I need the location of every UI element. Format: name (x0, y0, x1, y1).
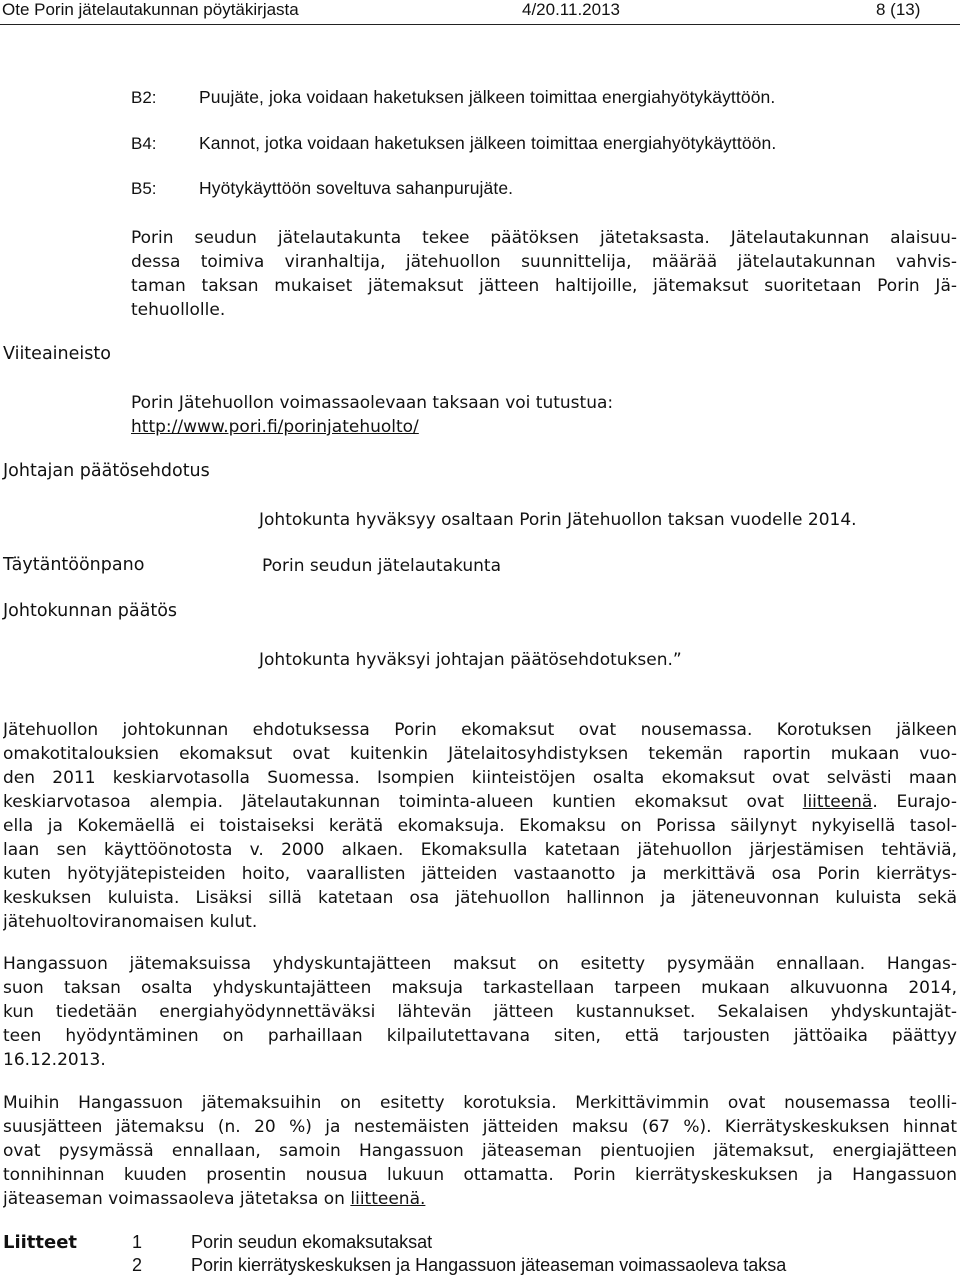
paragraph-line: teen hyödyntäminen on parhaillaan kilpailutettavana siten, että tarjousten jättöaika päättyy (3, 1026, 957, 1046)
paragraph-line: ovat pysymässä ennallaan, samoin Hangassuon jäteaseman pientuojien jätemaksut, energiajätteen (3, 1141, 957, 1161)
paragraph-line (3, 1187, 957, 1211)
line-text: keskiarvotasoa alempia. Jätelautakunnan toiminta-alueen kuntien ekomaksut ovat (3, 792, 803, 812)
hangassuo-paragraph (3, 952, 957, 1072)
paragraph-line: ella ja Kokemäellä ei toistaiseksi kerätä ekomaksuja. Ekomaksu on Porissa säilynyt nykyisellä tasol- (3, 816, 957, 836)
executor-text: Porin seudun jätelautakunta (262, 556, 501, 576)
attachment-title: Porin seudun ekomaksutaksat (191, 1232, 433, 1252)
paragraph-line: suusjätteen jätemaksu (n. 20 %) ja nestemäisten jätteiden maksu (67 %). Kierrätyskeskuksen hinnat (3, 1117, 957, 1137)
paragraph-line: tonnihinnan kuuden prosentin nousua lukuun ottamatta. Porin kierrätyskeskuksen ja Hangassuon (3, 1165, 957, 1185)
document-title: Ote Porin jätelautakunnan pöytäkirjasta (2, 0, 299, 19)
line-text: . Eurajo- (872, 792, 957, 812)
attachment-link[interactable]: liitteenä (802, 792, 873, 812)
waste-class-text: Hyötykäyttöön soveltuva sahanpurujäte. (199, 178, 514, 198)
paragraph-line: kuten hyötyjätepisteiden hoito, vaarallisten jätteiden vastaanotto ja merkittävä osa Porin kierrätys- (3, 864, 957, 884)
paragraph-line: keskuksen kuluista. Lisäksi sillä katetaan osa jätehuollon hallinnon ja jäteneuvonnan kuluista sekä (3, 888, 957, 908)
paragraph-line: tehuollolle. (131, 300, 226, 320)
other-fees-paragraph (3, 1091, 957, 1211)
paragraph-line: suon taksan osalta yhdyskuntajätteen maksuja tarkastellaan tarpeen mukaan alkuvuonna 2014, (3, 978, 957, 998)
waste-class-code: B5: (131, 179, 157, 198)
paragraph-line: 16.12.2013. (3, 1050, 106, 1070)
attachment-number: 2 (132, 1255, 143, 1275)
paragraph-line: Hangassuon jätemaksuissa yhdyskuntajätteen maksut on esitetty pysymään ennallaan. Hangas- (3, 954, 957, 974)
reference-text: Porin Jätehuollon voimassaolevaan taksaan voi tutustua: (131, 393, 614, 413)
attachment-title: Porin kierrätyskeskuksen ja Hangassuon jäteaseman voimassaoleva taksa (191, 1255, 787, 1275)
page-header (0, 0, 960, 24)
reference-link[interactable]: http://www.pori.fi/porinjatehuolto/ (131, 417, 419, 437)
proposal-text: Johtokunta hyväksyy osaltaan Porin Jätehuollon taksan vuodelle 2014. (259, 510, 857, 530)
attachment-number: 1 (132, 1232, 143, 1252)
paragraph-line: Porin seudun jätelautakunta tekee päätöksen jätetaksasta. Jätelautakunnan alaisuu- (131, 228, 957, 248)
meeting-number: 4/20.11.2013 (522, 0, 620, 19)
paragraph-line: kun tiedetään energiahyödynnettäväksi lähtevän jätteen kustannukset. Sekalaisen yhdyskuntajät- (3, 1002, 957, 1022)
page-number: 8 (13) (876, 0, 921, 19)
ecofee-paragraph (3, 718, 957, 934)
paragraph-line (3, 790, 957, 814)
paragraph-line: taman taksan mukaiset jätemaksut jätteen haltijoille, jätemaksut suoritetaan Porin Jä- (131, 276, 957, 296)
paragraph-line: jätehuoltoviranomaisen kulut. (3, 912, 258, 932)
paragraph-line: Jätehuollon johtokunnan ehdotuksessa Porin ekomaksut ovat nousemassa. Korotuksen jälkeen (3, 720, 957, 740)
decision-text: Johtokunta hyväksyi johtajan päätösehdotuksen.” (259, 650, 682, 670)
attachment-link[interactable]: liitteenä. (350, 1189, 426, 1209)
attachments-label: Liitteet (3, 1232, 78, 1253)
paragraph-line: den 2011 keskiarvotasolla Suomessa. Isompien kiinteistöjen osalta ekomaksut ovat selvästi maan (3, 768, 957, 788)
section-label-johtajan-paatosehdotus: Johtajan päätösehdotus (3, 461, 210, 481)
waste-class-code: B4: (131, 134, 157, 153)
section-label-johtokunnan-paatos: Johtokunnan päätös (3, 601, 178, 621)
waste-class-code: B2: (131, 88, 157, 107)
paragraph-line: laan sen käyttöönotosta v. 2000 alkaen. Ekomaksulla katetaan jätehuollon järjestämisen tehtäviä, (3, 840, 957, 860)
waste-class-text: Kannot, jotka voidaan haketuksen jälkeen toimittaa energiahyötykäyttöön. (199, 133, 777, 153)
paragraph-line: dessa toimiva viranhaltija, jätehuollon suunnittelija, määrää jätelautakunnan vahvis- (131, 252, 957, 272)
waste-class-text: Puujäte, joka voidaan haketuksen jälkeen toimittaa energiahyötykäyttöön. (199, 87, 776, 107)
line-text: jäteaseman voimassaoleva jätetaksa on (3, 1189, 351, 1209)
paragraph-line: omakotitalouksien ekomaksut ovat kuitenkin Jätelaitosyhdistyksen tekemän raportin mukaan vuo- (3, 744, 957, 764)
section-label-viiteaineisto: Viiteaineisto (3, 344, 111, 364)
section-label-taytantoonpano: Täytäntöönpano (3, 555, 145, 575)
decision-paragraph (131, 226, 957, 322)
paragraph-line: Muihin Hangassuon jätemaksuihin on esitetty korotuksia. Merkittävimmin ovat nousemassa teolli- (3, 1093, 957, 1113)
header-rule (0, 24, 960, 25)
